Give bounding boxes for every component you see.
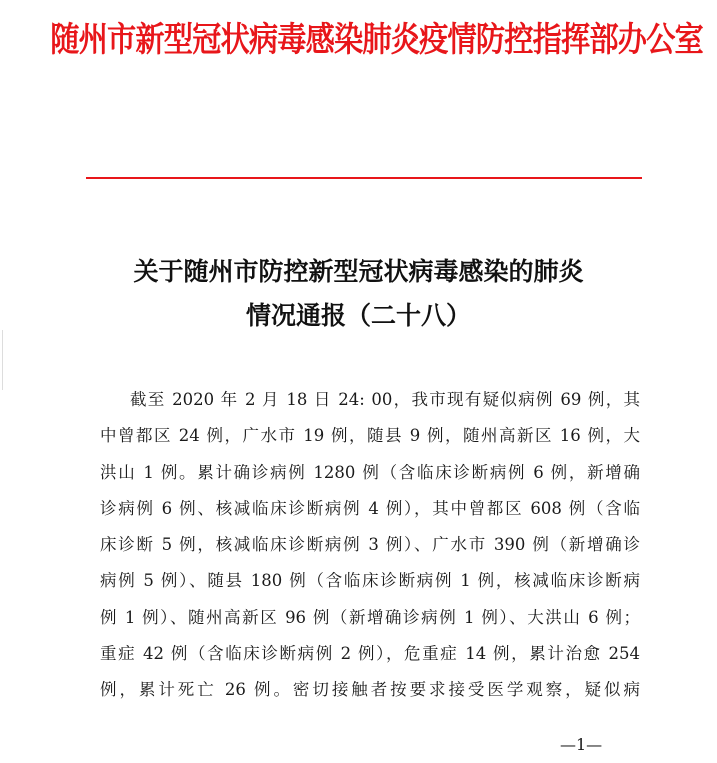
body-line: 例，累计死亡 26 例。密切接触者按要求接受医学观察，疑似病 bbox=[100, 680, 640, 700]
scan-edge-mark bbox=[2, 330, 3, 390]
body-line: 重症 42 例（含临床诊断病例 2 例），危重症 14 例，累计治愈 254 bbox=[100, 644, 640, 664]
document-title-line-2: 情况通报（二十八） bbox=[245, 301, 471, 330]
issuing-office-header: 随州市新型冠状病毒感染肺炎疫情防控指挥部办公室 bbox=[50, 20, 703, 60]
body-line: 床诊断 5 例，核减临床诊断病例 3 例）、广水市 390 例（新增确诊 bbox=[100, 535, 640, 555]
body-line: 病例 5 例）、随县 180 例（含临床诊断病例 1 例，核减临床诊断病 bbox=[100, 571, 640, 591]
body-line: 例 1 例）、随州高新区 96 例（新增确诊病例 1 例）、大洪山 6 例； bbox=[100, 607, 640, 627]
report-body bbox=[100, 382, 640, 709]
body-line: 截至 2020 年 2 月 18 日 24: 00，我市现有疑似病例 69 例，其 bbox=[130, 390, 640, 409]
body-line: 中曾都区 24 例，广水市 19 例，随县 9 例，随州高新区 16 例，大 bbox=[100, 426, 640, 446]
body-line: 诊病例 6 例、核减临床诊断病例 4 例），其中曾都区 608 例（含临 bbox=[100, 498, 640, 518]
red-divider-line bbox=[86, 177, 642, 179]
body-line: 洪山 1 例。累计确诊病例 1280 例（含临床诊断病例 6 例，新增确 bbox=[100, 462, 640, 482]
page-number: —1— bbox=[560, 735, 603, 754]
document-title-line-1: 关于随州市防控新型冠状病毒感染的肺炎 bbox=[133, 257, 584, 286]
